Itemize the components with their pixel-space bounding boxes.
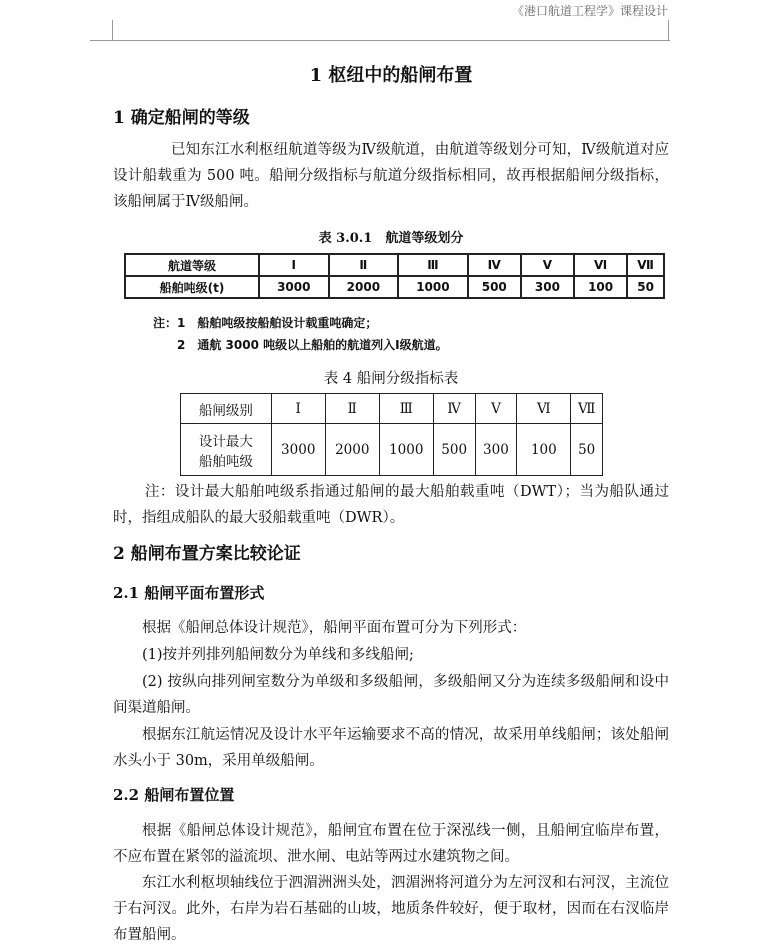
table-1-note-1: 注：1 船舶吨级按船舶设计载重吨确定；	[153, 316, 378, 330]
table-cell: 2000	[325, 424, 379, 476]
table-cell: Ⅶ	[571, 394, 603, 424]
table-cell: 100	[517, 424, 571, 476]
table-cell: 3000	[259, 276, 329, 298]
section-2-heading: 2 船闸布置方案比较论证	[113, 544, 301, 564]
section-2-1-para-3: (2) 按纵向排列闸室数分为单级和多级船闸，多级船闸又分为连续多级船闸和设中间渠道船闸。	[113, 674, 669, 716]
table-cell	[181, 424, 272, 476]
table-cell: Ⅲ	[398, 254, 468, 276]
table-cell: 1000	[379, 424, 433, 476]
table-cell: Ⅰ	[271, 394, 325, 424]
page-header	[0, 0, 782, 42]
table-cell: 100	[574, 276, 627, 298]
waterway-grade-table	[124, 253, 665, 299]
table-cell: Ⅱ	[329, 254, 399, 276]
table-cell: Ⅱ	[325, 394, 379, 424]
crop-mark-right	[668, 20, 669, 40]
cell-line: 设计最大	[198, 433, 253, 450]
section-1-heading: 1 确定船闸的等级	[113, 108, 250, 128]
table-cell: 3000	[271, 424, 325, 476]
table-cell: 50	[571, 424, 603, 476]
table-cell: 500	[433, 424, 475, 476]
table-cell: 船舶吨级(t)	[125, 276, 259, 298]
table-row	[181, 424, 603, 476]
section-2-1-para-4: 根据东江航运情况及设计水平年运输要求不高的情况，故采用单线船闸；该处船闸水头小于 30m，采用单级船闸。	[113, 727, 669, 769]
table-cell: 船闸级别	[181, 394, 272, 424]
table-cell: 50	[627, 276, 664, 298]
table-cell: 2000	[329, 276, 399, 298]
table-cell: Ⅵ	[517, 394, 571, 424]
lock-grade-table	[180, 393, 603, 476]
table-cell: Ⅳ	[433, 394, 475, 424]
table-cell: 航道等级	[125, 254, 259, 276]
table-cell: Ⅳ	[468, 254, 521, 276]
table-cell: 300	[521, 276, 574, 298]
section-2-2-para-1: 根据《船闸总体设计规范》，船闸宜布置在位于深泓线一侧，且船闸宜临岸布置，不应布置在紧邻的溢流坝、泄水闸、电站等两过水建筑物之间。	[113, 823, 669, 865]
table-cell: Ⅴ	[475, 394, 517, 424]
page-title: 1 枢纽中的船闸布置	[309, 65, 473, 86]
table-1-note-2: 2 通航 3000 吨级以上船舶的航道列入Ⅰ级航道。	[177, 338, 448, 352]
crop-mark-left	[112, 20, 113, 40]
table-cell: Ⅰ	[259, 254, 329, 276]
table-cell: 500	[468, 276, 521, 298]
cell-line: 船舶吨级	[198, 453, 253, 470]
table-cell: 1000	[398, 276, 468, 298]
table-1-caption: 表 3.0.1 航道等级划分	[318, 231, 464, 246]
table-cell: 300	[475, 424, 517, 476]
table-row	[181, 394, 603, 424]
section-2-1-heading: 2.1 船闸平面布置形式	[113, 584, 265, 602]
header-text: 《港口航道工程学》课程设计	[511, 4, 668, 18]
section-2-1-para-2: (1)按并列排列船闸数分为单线和多线船闸;	[142, 647, 414, 663]
section-1-paragraph: 已知东江水利枢纽航道等级为Ⅳ级航道，由航道等级划分可知，Ⅳ级航道对应设计船载重为 500 吨。船闸分级指标与航道分级指标相同，故再根据船闸分级指标，该船闸属于Ⅳ级船闸。	[113, 142, 669, 210]
section-2-2-para-2: 东江水利枢坝轴线位于泗湄洲洲头处，泗湄洲将河道分为左河汊和右河汊，主流位于右河汊。此外，右岸为岩石基础的山坡，地质条件较好，便于取材，因而在右汊临岸布置船闸。	[113, 875, 669, 943]
header-rule	[90, 40, 670, 41]
table-cell: Ⅶ	[627, 254, 664, 276]
section-2-2-heading: 2.2 船闸布置位置	[113, 786, 235, 804]
table-row	[125, 254, 664, 276]
table-row	[125, 276, 664, 298]
table-cell: Ⅴ	[521, 254, 574, 276]
section-2-1-para-1: 根据《船闸总体设计规范》，船闸平面布置可分为下列形式：	[142, 620, 527, 636]
table-2-caption: 表 4 船闸分级指标表	[323, 371, 459, 387]
table-cell: Ⅲ	[379, 394, 433, 424]
table-cell: Ⅵ	[574, 254, 627, 276]
table-2-note: 注：设计最大船舶吨级系指通过船闸的最大船舶载重吨（DWT）；当为船队通过时，指组成船队的最大驳船载重吨（DWR）。	[113, 484, 669, 526]
